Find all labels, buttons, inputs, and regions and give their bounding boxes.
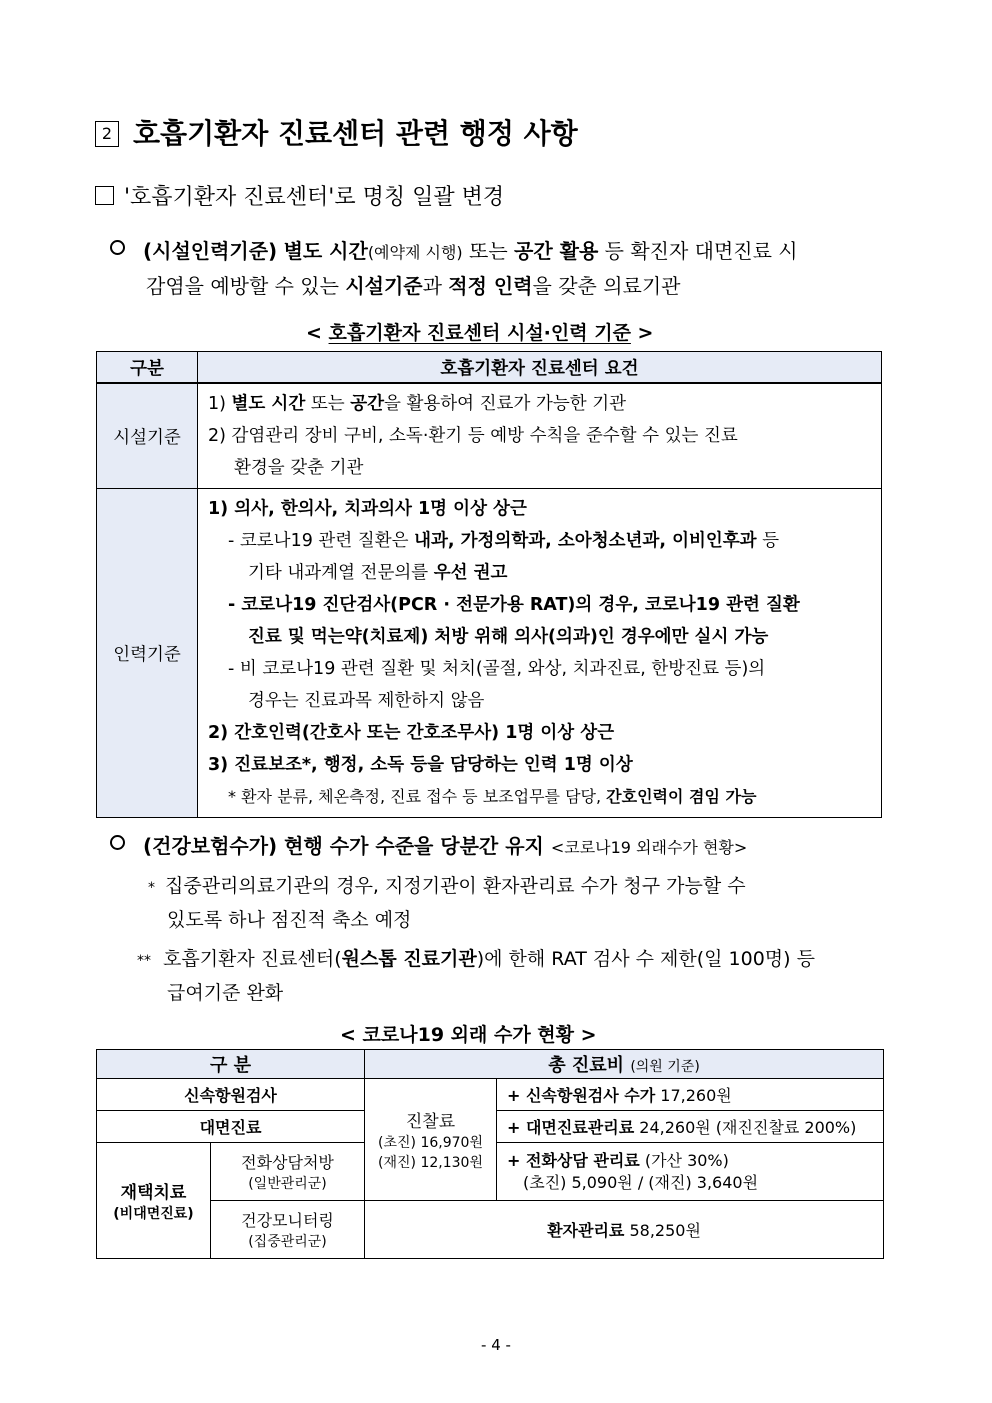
text: (초진) 5,090원 / (재진) 3,640원 <box>523 1172 759 1192</box>
facility-label: 시설기준 <box>97 383 198 489</box>
text: 진찰료 <box>405 1112 456 1132</box>
table2-caption: < 코로나19 외래 수가 현황 > <box>340 1024 597 1046</box>
table-header-row <box>97 352 882 384</box>
section-title <box>95 112 578 152</box>
header-category: 구분 <box>97 352 198 384</box>
row-label-monitoring <box>211 1201 365 1259</box>
section-title-text: 호흡기환자 진료센터 관련 행정 사항 <box>133 117 578 150</box>
text: 등 확진자 대면진료 시 <box>598 239 798 263</box>
text: (가산 30%) <box>639 1150 729 1170</box>
text-small: (일반관리군) <box>248 1176 327 1192</box>
text: - 코로나19 관련 질환은 <box>228 531 415 551</box>
text: 또는 <box>305 394 351 414</box>
table-header-row <box>97 1050 884 1079</box>
text-bold: 공간 <box>350 394 384 414</box>
text: 24,260원 (재진진찰료 200%) <box>634 1118 857 1137</box>
text-bold: 현행 수가 수준을 당분간 유지 <box>277 834 551 858</box>
text-bold: 별도 시간 <box>231 394 306 414</box>
staff-label: 인력기준 <box>97 489 198 818</box>
header-requirements: 호흡기환자 진료센터 요건 <box>198 352 882 384</box>
text: )에 한해 RAT 검사 수 제한(일 100명) 등 <box>476 948 815 970</box>
text: 또는 <box>462 239 515 263</box>
facility-line2: 2) 감염관리 장비 구비, 소독·환기 등 예방 수칙을 준수할 수 있는 진료 <box>208 426 738 446</box>
text: * 환자 분류, 체온측정, 진료 접수 등 보조업무를 담당, <box>228 787 607 806</box>
text-bold: 재택치료 <box>120 1183 187 1203</box>
text: 집중관리의료기관의 경우, 지정기관이 환자관리료 수가 청구 가능할 수 <box>165 875 746 897</box>
bullet-label: (건강보험수가) <box>143 834 278 858</box>
text-bold: 내과, 가정의학과, 소아청소년과, 이비인후과 <box>414 531 757 551</box>
text-small: (의원 기준) <box>630 1059 700 1075</box>
header-total-fee <box>365 1050 884 1079</box>
text-bold: 시설기준 <box>345 274 423 298</box>
text-bold: 공간 활용 <box>514 239 599 263</box>
text-bold: 우선 권고 <box>433 563 508 583</box>
table1-caption-text: 호흡기환자 진료센터 시설·인력 기준 <box>328 322 631 344</box>
row-label-face-to-face: 대면진료 <box>97 1111 365 1143</box>
row-fee <box>497 1143 884 1201</box>
table1-caption: < 호흡기환자 진료센터 시설·인력 기준 > <box>306 322 654 344</box>
text: 1) <box>208 394 232 414</box>
staff-line7: 경우는 진료과목 제한하지 않음 <box>248 691 485 711</box>
staff-line9: 3) 진료보조*, 행정, 소독 등을 담당하는 인력 1명 이상 <box>208 755 633 775</box>
note2-line2: 급여기준 완화 <box>167 982 284 1004</box>
staff-line6: - 비 코로나19 관련 질환 및 처치(골절, 와상, 치과진료, 한방진료 등)의 <box>228 659 766 679</box>
row-fee <box>497 1079 884 1111</box>
staff-line1: 1) 의사, 한의사, 치과의사 1명 이상 상근 <box>208 499 527 519</box>
facility-staff-table <box>96 351 882 818</box>
page-number: - 4 - <box>481 1336 511 1354</box>
text: 과 <box>422 274 449 298</box>
text-small: (예약제 시행) <box>367 243 463 262</box>
text-small: (비대면진료) <box>113 1206 194 1222</box>
row-label-phone <box>211 1143 365 1201</box>
text-small: <코로나19 외래수가 현황> <box>550 838 748 857</box>
text: (초진) 16,970원 <box>378 1135 483 1151</box>
consultation-fee-cell <box>365 1079 497 1201</box>
text-bold: 원스톱 진료기관 <box>341 948 477 970</box>
table-row-staff <box>97 489 882 818</box>
bullet-insurance <box>110 828 747 866</box>
note1-line2: 있도록 하나 점진적 축소 예정 <box>167 909 412 931</box>
bullet-facility-line1 <box>110 233 798 271</box>
text: 17,260원 <box>655 1086 732 1105</box>
row-label-home-treatment <box>97 1143 211 1259</box>
table-row <box>97 1079 884 1111</box>
staff-content <box>198 489 882 818</box>
row-fee <box>497 1111 884 1143</box>
circle-bullet-icon <box>110 240 125 255</box>
note2-line1 <box>137 941 815 979</box>
asterisk-mark: ** <box>137 953 151 969</box>
table-row <box>97 1201 884 1259</box>
section-number: 2 <box>95 121 119 147</box>
note1-line1 <box>148 868 746 906</box>
subsection-title <box>95 180 504 211</box>
text: 감염을 예방할 수 있는 <box>146 274 346 298</box>
header-category: 구 분 <box>97 1050 365 1079</box>
text: 전화상담처방 <box>241 1153 334 1172</box>
facility-content <box>198 383 882 489</box>
text-small: (집중관리군) <box>248 1234 327 1250</box>
text-bold: 적정 인력 <box>448 274 533 298</box>
text-bold: 환자관리료 <box>547 1221 625 1240</box>
asterisk-mark: * <box>148 880 155 896</box>
text-bold: 총 진료비 <box>548 1055 625 1076</box>
text: 을 활용하여 진료가 가능한 기관 <box>384 394 627 414</box>
text: 호흡기환자 진료센터( <box>163 948 342 970</box>
text: 건강모니터링 <box>241 1211 334 1230</box>
text: 기타 내과계열 전문의를 <box>248 563 434 583</box>
circle-bullet-icon <box>110 835 125 850</box>
bullet-facility-line2 <box>146 268 681 304</box>
text-bold: + 대면진료관리료 <box>507 1118 635 1137</box>
facility-line3: 환경을 갖춘 기관 <box>234 458 364 478</box>
text: (재진) 12,130원 <box>378 1155 483 1171</box>
row-label-rapid-antigen: 신속항원검사 <box>97 1079 365 1111</box>
text: 58,250원 <box>624 1221 701 1240</box>
subsection-title-text: '호흡기환자 진료센터'로 명칭 일괄 변경 <box>124 185 505 210</box>
text: 을 갖춘 의료기관 <box>532 274 681 298</box>
table-row-facility <box>97 383 882 489</box>
text: 등 <box>756 531 780 551</box>
staff-line8: 2) 간호인력(간호사 또는 간호조무사) 1명 이상 상근 <box>208 723 615 743</box>
text-bold: + 신속항원검사 수가 <box>507 1086 656 1105</box>
row-fee <box>365 1201 884 1259</box>
text-bold: + 전화상담 관리료 <box>507 1150 640 1170</box>
bullet-label: (시설인력기준) <box>143 239 278 263</box>
checkbox-square-icon <box>95 186 114 205</box>
staff-line4: - 코로나19 진단검사(PCR · 전문가용 RAT)의 경우, 코로나19 관련 질환 <box>228 595 800 615</box>
text-bold: 간호인력이 겸임 가능 <box>606 787 757 806</box>
text-bold: 별도 시간 <box>283 239 368 263</box>
outpatient-fee-table <box>96 1049 884 1259</box>
staff-line5: 진료 및 먹는약(치료제) 처방 위해 의사(의과)인 경우에만 실시 가능 <box>248 627 769 647</box>
